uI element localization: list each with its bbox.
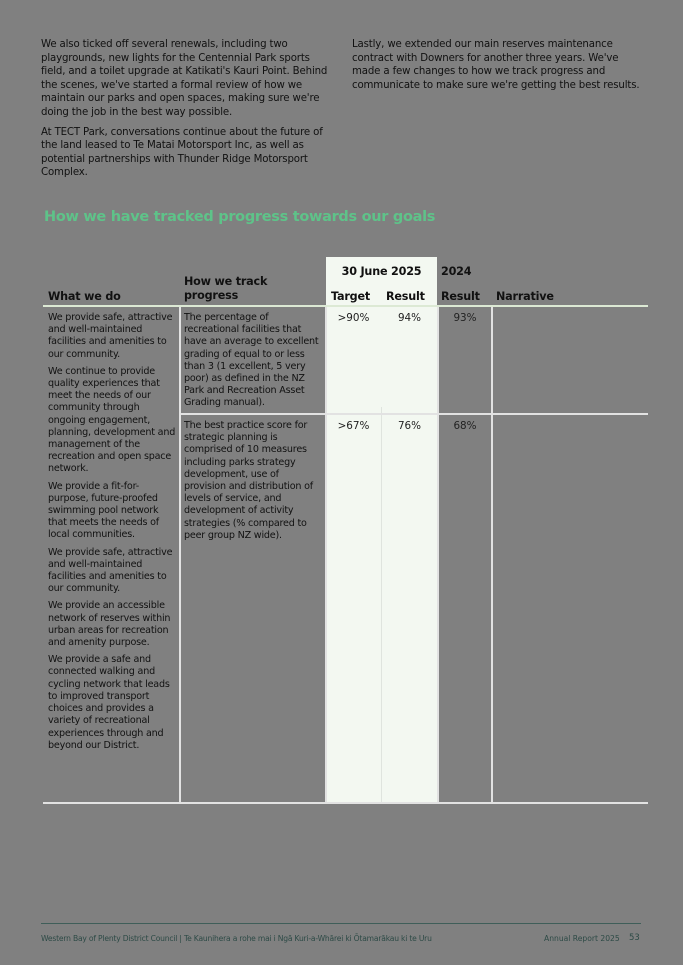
result-2024-value: 93%	[453, 312, 477, 324]
header-what-we-do: What we do	[48, 290, 121, 303]
result-2025-value: 94%	[397, 312, 422, 324]
measure-cell: The best practice score for strategic planning is comprised of 10 measures including parks strategy development, use of provision and distribution of levels of service, and development of activity strategies (% compared to peer group NZ wide).	[184, 420, 313, 541]
what-we-do-item: We provide an accessible network of reserves within urban areas for recreation and amenity purpose.	[48, 600, 171, 649]
header-result-2025: Result	[386, 290, 425, 303]
footer-divider	[41, 923, 641, 924]
header-period-2025: 30 June 2025	[341, 265, 422, 278]
section-title: How we have tracked progress towards our goals	[44, 209, 436, 225]
target-value: >67%	[337, 420, 370, 432]
header-how-we-track: How we track progress	[184, 275, 268, 302]
header-narrative: Narrative	[496, 290, 554, 303]
intro-paragraph: We also ticked off several renewals, including two playgrounds, new lights for the Centennial Park sports field, and a toilet upgrade at Katikati's Kauri Point. Behind the scenes, we've started a formal review of how we maintain our parks and open spaces, making sure we're doing the job in the best way possible.	[41, 39, 328, 118]
what-we-do-item: We provide safe, attractive and well-maintained facilities and amenities to our community.	[48, 546, 173, 595]
what-we-do-item: We provide safe, attractive and well-maintained facilities and amenities to our community.	[48, 312, 173, 360]
header-divider	[43, 305, 648, 307]
row-divider	[180, 413, 648, 415]
header-period-2024: 2024	[441, 265, 472, 278]
table-bottom-border	[43, 802, 648, 804]
footer-report-title: Annual Report 2025	[544, 934, 620, 943]
intro-left-column	[41, 38, 336, 186]
page-number: 53	[629, 933, 640, 943]
column-divider	[325, 307, 327, 803]
what-we-do-item: We continue to provide quality experiences that meet the needs of our community through ongoing engagement, planning, development and management of the recreation and open space network.	[48, 365, 176, 475]
footer-organisation: Western Bay of Plenty District Council | Te Kaunihera a rohe mai i Ngā Kuri-a-Whārei ki Ōtamarākau ki te Uru	[41, 934, 432, 943]
what-we-do-cell	[48, 312, 176, 757]
column-divider	[437, 307, 439, 803]
result-2025-value: 76%	[397, 420, 422, 432]
header-target: Target	[331, 290, 370, 303]
measure-cell: The percentage of recreational facilities that have an average to excellent grading of equal to or less than 3 (1 excellent, 5 very poor) as defined in the NZ Park and Recreation Asset Grading manual).	[184, 312, 319, 409]
intro-paragraph: At TECT Park, conversations continue about the future of the land leased to Te Matai Motorsport Inc, as well as potential partnerships with Thunder Ridge Motorsport Complex.	[41, 126, 323, 179]
target-result-divider	[381, 407, 382, 803]
progress-table	[43, 257, 648, 804]
what-we-do-item: We provide a fit-for-purpose, future-proofed swimming pool network that meets the needs of local communities.	[48, 480, 159, 541]
column-divider	[491, 307, 493, 803]
column-divider	[179, 307, 181, 803]
intro-right-column	[352, 38, 647, 186]
result-2024-value: 68%	[453, 420, 477, 432]
what-we-do-item: We provide a safe and connected walking and cycling network that leads to improved transport choices and provides a variety of recreational experiences through and beyond our District.	[48, 654, 170, 751]
header-result-2024: Result	[441, 290, 480, 303]
target-value: >90%	[337, 312, 370, 324]
intro-paragraph: Lastly, we extended our main reserves maintenance contract with Downers for another three years. We've made a few changes to how we track progress and communicate to make sure we're getting the best results.	[352, 39, 640, 91]
intro-columns	[41, 38, 648, 186]
